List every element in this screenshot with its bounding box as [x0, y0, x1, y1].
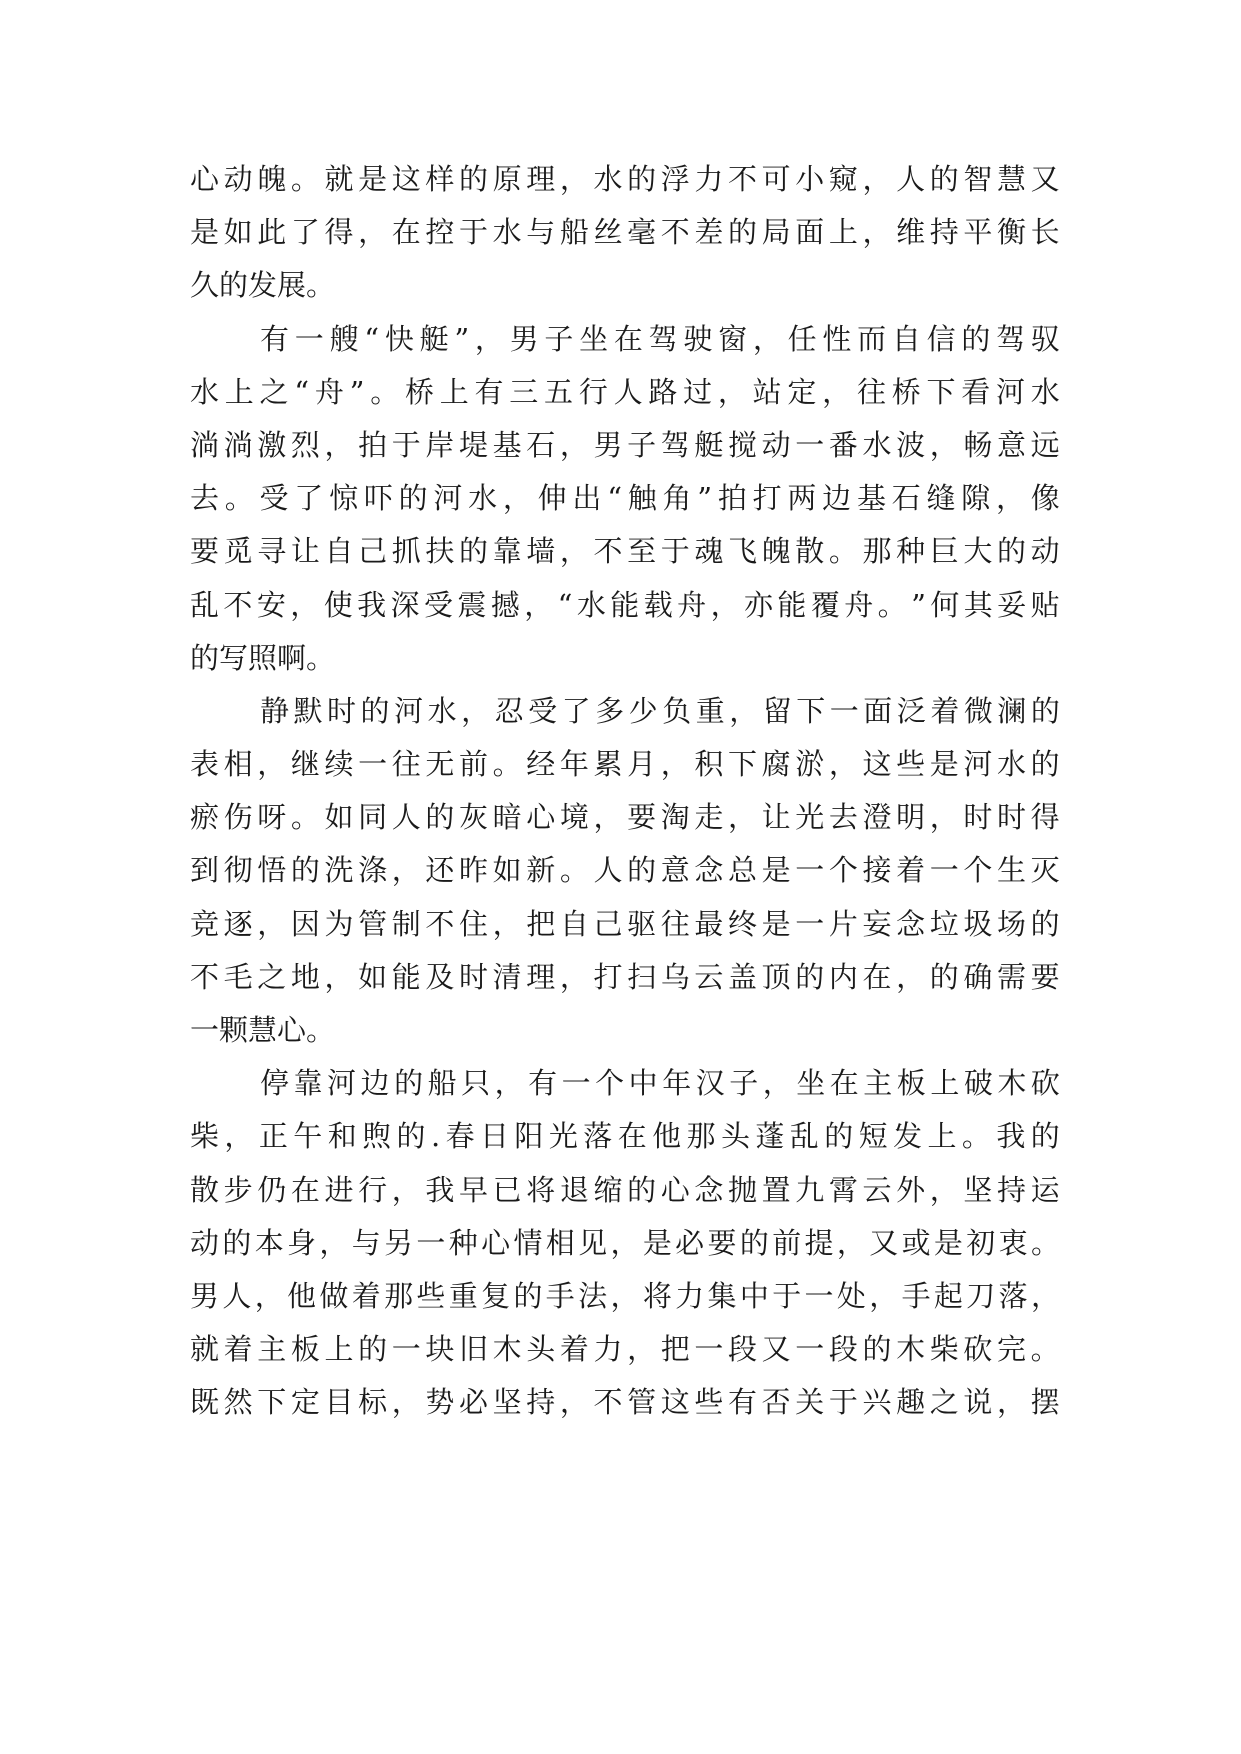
text-line: 既 然 下 定 目 标 ， 势 必 坚 持 ， 不 管 这 些 有 否 关 于 兴 趣 之 说 ， 摆 [190, 1385, 1060, 1420]
text-line: 到 彻 悟 的 洗 涤 ， 还 昨 如 新 。 人 的 意 念 总 是 一 个 接 着 一 个 生 灭 [190, 853, 1060, 888]
text-line: 一颗慧心。 [190, 1013, 336, 1047]
text-line: 就 着 主 板 上 的 一 块 旧 木 头 着 力 ， 把 一 段 又 一 段 的 木 柴 砍 完 。 [190, 1332, 1060, 1367]
text-line: 久的发展。 [190, 268, 336, 303]
text-line: 的写照啊。 [190, 640, 336, 675]
text-line: 乱 不 安 ， 使 我 深 受 震 撼 ， “ 水 能 载 舟 ， 亦 能 覆 舟 。 ” 何 其 妥 贴 [190, 587, 1060, 622]
text-line: 是 如 此 了 得 ， 在 控 于 水 与 船 丝 毫 不 差 的 局 面 上 ， 维 持 平 衡 长 [190, 215, 1060, 250]
text-line: 静 默 时 的 河 水 ， 忍 受 了 多 少 负 重 ， 留 下 一 面 泛 着 微 澜 的 [260, 693, 1060, 728]
text-line: 男 人 ， 他 做 着 那 些 重 复 的 手 法 ， 将 力 集 中 于 一 处 ， 手 起 刀 落 ， [190, 1278, 1060, 1313]
text-line: 有 一 艘 “ 快 艇 ” ， 男 子 坐 在 驾 驶 窗 ， 任 性 而 自 信 的 驾 驭 [260, 321, 1060, 356]
text-line: 不 毛 之 地 ， 如 能 及 时 清 理 ， 打 扫 乌 云 盖 顶 的 内 在 ， 的 确 需 要 [190, 959, 1060, 994]
text-line: 心 动 魄 。 就 是 这 样 的 原 理 ， 水 的 浮 力 不 可 小 窥 ， 人 的 智 慧 又 [190, 162, 1060, 196]
text-line: 水 上 之 “ 舟 ” 。 桥 上 有 三 五 行 人 路 过 ， 站 定 ， 往 桥 下 看 河 水 [190, 374, 1060, 409]
text-line: 柴 ， 正 午 和 煦 的 . 春 日 阳 光 落 在 他 那 头 蓬 乱 的 短 发 上 。 我 的 [190, 1119, 1060, 1154]
text-line: 淌 淌 激 烈 ， 拍 于 岸 堤 基 石 ， 男 子 驾 艇 搅 动 一 番 水 波 ， 畅 意 远 [190, 427, 1060, 462]
text-line: 瘀 伤 呀 。 如 同 人 的 灰 暗 心 境 ， 要 淘 走 ， 让 光 去 澄 明 ， 时 时 得 [190, 800, 1060, 835]
text-line: 竞 逐 ， 因 为 管 制 不 住 ， 把 自 己 驱 往 最 终 是 一 片 妄 念 垃 圾 场 的 [190, 906, 1060, 941]
text-line: 停 靠 河 边 的 船 只 ， 有 一 个 中 年 汉 子 ， 坐 在 主 板 上 破 木 砍 [260, 1066, 1060, 1101]
article-body [190, 153, 1060, 1430]
text-line: 要 觅 寻 让 自 己 抓 扶 的 靠 墙 ， 不 至 于 魂 飞 魄 散 。 那 种 巨 大 的 动 [190, 534, 1060, 569]
text-line: 动 的 本 身 ， 与 另 一 种 心 情 相 见 ， 是 必 要 的 前 提 ， 又 或 是 初 衷 。 [190, 1225, 1060, 1260]
text-line: 表 相 ， 继 续 一 往 无 前 。 经 年 累 月 ， 积 下 腐 淤 ， 这 些 是 河 水 的 [190, 747, 1060, 782]
text-line: 去 。 受 了 惊 吓 的 河 水 ， 伸 出 “ 触 角 ” 拍 打 两 边 基 石 缝 隙 ， 像 [190, 481, 1060, 516]
text-line: 散 步 仍 在 进 行 ， 我 早 已 将 退 缩 的 心 念 抛 置 九 霄 云 外 ， 坚 持 运 [190, 1172, 1060, 1207]
